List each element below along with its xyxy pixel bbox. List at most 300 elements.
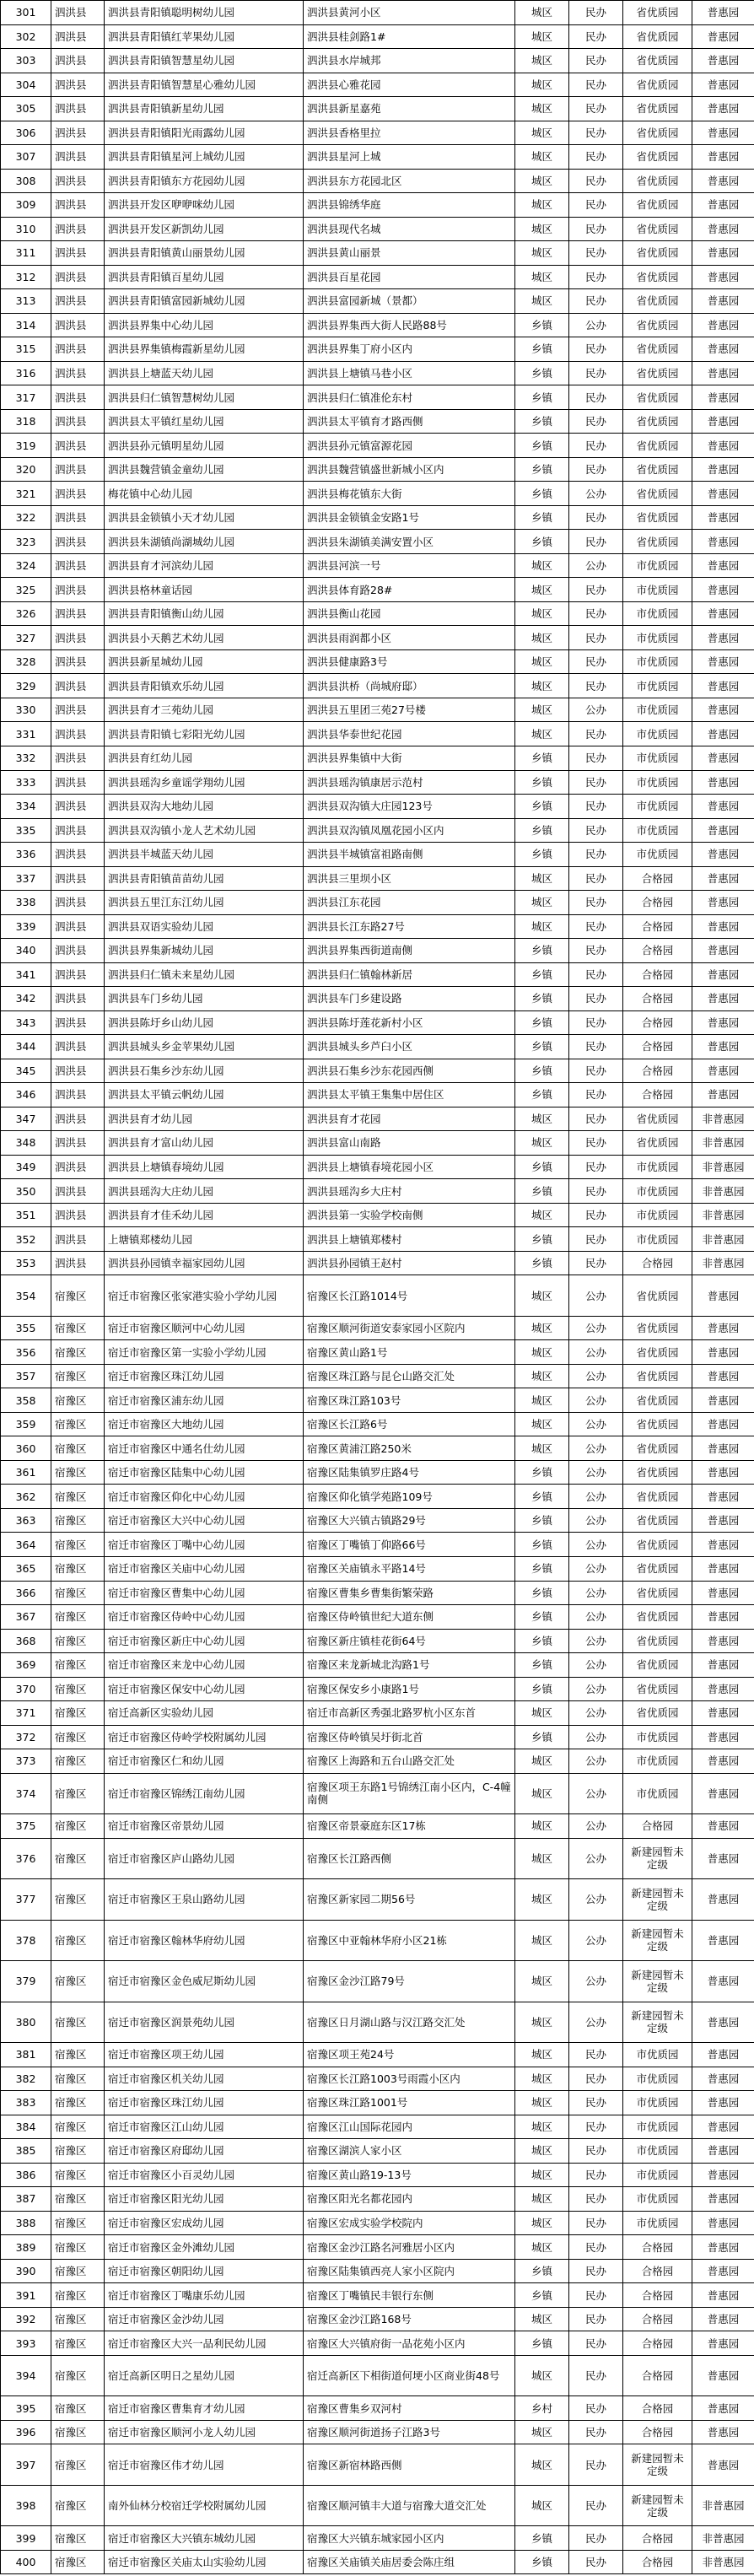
cell-name: 泗洪县半城蓝天幼儿园 [105,843,304,867]
cell-area: 乡镇 [515,1508,569,1533]
cell-index: 301 [1,1,51,25]
cell-address: 宿豫区黄山路19-13号 [304,2163,515,2187]
cell-area: 乡镇 [515,1677,569,1701]
cell-type: 公办 [569,1460,623,1485]
table-row [1,241,754,266]
cell-type: 民办 [569,1059,623,1083]
table-row [1,891,754,915]
cell-category: 普惠园 [692,1275,754,1317]
cell-type: 公办 [569,1725,623,1749]
table-row [1,2091,754,2115]
cell-type: 民办 [569,2091,623,2115]
cell-index: 397 [1,2444,51,2486]
cell-county: 宿豫区 [51,2259,105,2283]
cell-address: 泗洪县第一实验学校南侧 [304,1203,515,1227]
cell-type: 民办 [569,2187,623,2212]
cell-index: 306 [1,121,51,145]
cell-area: 城区 [515,649,569,674]
cell-index: 357 [1,1364,51,1388]
table-row [1,962,754,987]
cell-address: 泗洪县梅花镇东大街 [304,482,515,506]
cell-category: 非普惠园 [692,2485,754,2526]
cell-grade: 省优质园 [623,145,692,170]
cell-index: 365 [1,1556,51,1581]
cell-name: 泗洪县小天鹅艺术幼儿园 [105,626,304,650]
cell-type: 公办 [569,1316,623,1340]
cell-grade: 市优质园 [623,2139,692,2164]
cell-type: 民办 [569,169,623,193]
cell-area: 乡镇 [515,482,569,506]
cell-name: 宿迁市宿豫区府邸幼儿园 [105,2139,304,2164]
table-row [1,2550,754,2574]
cell-area: 城区 [515,1364,569,1388]
cell-grade: 合格园 [623,1059,692,1083]
cell-address: 宿豫区金沙江路168号 [304,2307,515,2331]
cell-area: 乡镇 [515,1227,569,1252]
cell-index: 333 [1,770,51,795]
cell-address: 泗洪县现代名城 [304,217,515,241]
table-row [1,1131,754,1156]
cell-name: 宿迁高新区明日之星幼儿园 [105,2355,304,2396]
cell-area: 城区 [515,626,569,650]
table-row [1,2420,754,2444]
cell-type: 民办 [569,2043,623,2067]
cell-name: 宿迁市宿豫区新庄中心幼儿园 [105,1629,304,1653]
cell-name: 泗洪县归仁镇智慧树幼儿园 [105,385,304,410]
cell-area: 乡镇 [515,1605,569,1630]
cell-category: 普惠园 [692,626,754,650]
cell-index: 316 [1,361,51,385]
table-row [1,2259,754,2283]
cell-name: 宿迁市宿豫区江山幼儿园 [105,2115,304,2139]
cell-category: 普惠园 [692,1814,754,1839]
cell-area: 乡村 [515,2396,569,2421]
cell-index: 309 [1,193,51,218]
cell-name: 泗洪县青阳镇富园新城幼儿园 [105,289,304,314]
cell-address: 泗洪县上塘镇春境花园小区 [304,1155,515,1179]
cell-county: 泗洪县 [51,866,105,891]
cell-type: 民办 [569,265,623,289]
cell-category: 非普惠园 [692,1203,754,1227]
cell-name: 泗洪县车门乡幼儿园 [105,987,304,1011]
cell-type: 公办 [569,1436,623,1461]
cell-index: 380 [1,2002,51,2043]
cell-category: 普惠园 [692,1677,754,1701]
cell-county: 宿豫区 [51,1508,105,1533]
cell-address: 宿豫区丁嘴镇民丰银行东侧 [304,2283,515,2308]
cell-area: 城区 [515,2307,569,2331]
cell-type: 公办 [569,1701,623,1726]
cell-name: 宿迁市宿豫区王泉山路幼儿园 [105,1879,304,1921]
cell-area: 乡镇 [515,746,569,770]
cell-name: 宿迁市宿豫区仁和幼儿园 [105,1749,304,1774]
cell-type: 民办 [569,2331,623,2356]
cell-index: 391 [1,2283,51,2308]
table-row [1,1814,754,1839]
cell-county: 宿豫区 [51,1605,105,1630]
cell-area: 城区 [515,2187,569,2212]
cell-category: 普惠园 [692,1340,754,1365]
cell-address: 泗洪县朱湖镇美满安置小区 [304,530,515,554]
cell-type: 公办 [569,1677,623,1701]
cell-county: 泗洪县 [51,361,105,385]
cell-grade: 市优质园 [623,2091,692,2115]
table-row [1,1059,754,1083]
cell-name: 泗洪县青阳镇黄山丽景幼儿园 [105,241,304,266]
cell-index: 348 [1,1131,51,1156]
cell-address: 泗洪县界集西大街人民路88号 [304,313,515,337]
cell-grade: 市优质园 [623,2115,692,2139]
cell-county: 泗洪县 [51,337,105,362]
table-row [1,843,754,867]
cell-category: 普惠园 [692,49,754,73]
table-row [1,866,754,891]
cell-index: 355 [1,1316,51,1340]
cell-area: 城区 [515,1412,569,1436]
cell-type: 民办 [569,73,623,97]
cell-grade: 省优质园 [623,24,692,49]
cell-area: 乡镇 [515,1179,569,1204]
cell-type: 民办 [569,914,623,939]
table-row [1,2211,754,2235]
cell-grade: 省优质园 [623,409,692,434]
table-row [1,601,754,626]
cell-category: 非普惠园 [692,2526,754,2551]
cell-address: 泗洪县黄河小区 [304,1,515,25]
cell-name: 泗洪县开发区新凯幼儿园 [105,217,304,241]
table-row [1,1920,754,1961]
table-row [1,2307,754,2331]
cell-index: 353 [1,1251,51,1275]
cell-index: 381 [1,2043,51,2067]
cell-grade: 市优质园 [623,1155,692,1179]
table-row [1,2331,754,2356]
cell-name: 泗洪县青阳镇星河上城幼儿园 [105,145,304,170]
cell-category: 普惠园 [692,2259,754,2283]
cell-index: 371 [1,1701,51,1726]
cell-type: 民办 [569,2355,623,2396]
cell-name: 泗洪县青阳镇欢乐幼儿园 [105,674,304,698]
cell-area: 城区 [515,217,569,241]
table-row [1,2355,754,2396]
cell-name: 泗洪县青阳镇苗苗幼儿园 [105,866,304,891]
cell-name: 泗洪县青阳镇衡山幼儿园 [105,601,304,626]
cell-address: 泗洪县健康路3号 [304,649,515,674]
cell-address: 泗洪县水岸城邦 [304,49,515,73]
cell-address: 泗洪县育才花园 [304,1107,515,1131]
cell-county: 宿豫区 [51,2091,105,2115]
cell-type: 民办 [569,1010,623,1035]
cell-county: 泗洪县 [51,795,105,819]
cell-grade: 市优质园 [623,698,692,722]
cell-index: 368 [1,1629,51,1653]
cell-grade: 省优质园 [623,1508,692,1533]
cell-name: 宿迁市宿豫区珠江幼儿园 [105,1364,304,1388]
cell-name: 宿迁市宿豫区陆集中心幼儿园 [105,1460,304,1485]
cell-category: 普惠园 [692,1364,754,1388]
cell-county: 宿豫区 [51,2550,105,2574]
cell-category: 普惠园 [692,2420,754,2444]
cell-grade: 合格园 [623,2259,692,2283]
cell-index: 390 [1,2259,51,2283]
cell-type: 公办 [569,1605,623,1630]
cell-category: 普惠园 [692,866,754,891]
cell-index: 400 [1,2550,51,2574]
cell-address: 泗洪县半城镇富祖路南侧 [304,843,515,867]
cell-category: 普惠园 [692,1879,754,1921]
cell-county: 宿豫区 [51,1316,105,1340]
cell-index: 362 [1,1485,51,1509]
cell-grade: 市优质园 [623,818,692,843]
cell-name: 泗洪县青阳镇百星幼儿园 [105,265,304,289]
cell-county: 泗洪县 [51,1203,105,1227]
cell-county: 宿豫区 [51,1961,105,2002]
cell-name: 泗洪县双沟镇小龙人艺术幼儿园 [105,818,304,843]
cell-address: 泗洪县星河上城 [304,145,515,170]
cell-name: 宿迁市宿豫区大兴一品利民幼儿园 [105,2331,304,2356]
cell-county: 泗洪县 [51,193,105,218]
table-row [1,1364,754,1388]
cell-category: 普惠园 [692,1961,754,2002]
cell-county: 泗洪县 [51,73,105,97]
cell-address: 宿豫区黄浦江路250米 [304,1436,515,1461]
cell-address: 宿豫区珠江路103号 [304,1388,515,1413]
cell-index: 327 [1,626,51,650]
cell-area: 城区 [515,193,569,218]
cell-county: 宿豫区 [51,2526,105,2551]
cell-category: 普惠园 [692,2331,754,2356]
cell-grade: 合格园 [623,891,692,915]
table-row [1,1725,754,1749]
cell-county: 宿豫区 [51,2187,105,2212]
cell-grade: 省优质园 [623,337,692,362]
table-row [1,2002,754,2043]
table-row [1,385,754,410]
cell-area: 城区 [515,2043,569,2067]
cell-county: 泗洪县 [51,409,105,434]
cell-type: 民办 [569,289,623,314]
cell-category: 普惠园 [692,2139,754,2164]
table-row [1,1508,754,1533]
cell-category: 普惠园 [692,1605,754,1630]
cell-index: 358 [1,1388,51,1413]
cell-category: 普惠园 [692,505,754,530]
cell-area: 城区 [515,2211,569,2235]
cell-area: 乡镇 [515,1460,569,1485]
cell-category: 普惠园 [692,2396,754,2421]
cell-category: 普惠园 [692,1725,754,1749]
cell-name: 宿迁市宿豫区机关幼儿园 [105,2067,304,2091]
cell-name: 宿迁市宿豫区金沙幼儿园 [105,2307,304,2331]
cell-address: 泗洪县城头乡芦臼小区 [304,1035,515,1059]
cell-type: 民办 [569,505,623,530]
cell-county: 泗洪县 [51,674,105,698]
cell-type: 公办 [569,1340,623,1365]
cell-address: 泗洪县雨润都小区 [304,626,515,650]
table-row [1,2187,754,2212]
cell-category: 普惠园 [692,193,754,218]
cell-county: 宿豫区 [51,2396,105,2421]
cell-area: 乡镇 [515,1485,569,1509]
cell-index: 336 [1,843,51,867]
cell-category: 普惠园 [692,1701,754,1726]
table-row [1,361,754,385]
table-row [1,1879,754,1921]
cell-category: 普惠园 [692,843,754,867]
cell-index: 386 [1,2163,51,2187]
cell-area: 乡镇 [515,1035,569,1059]
cell-name: 泗洪县金锁镇小天才幼儿园 [105,505,304,530]
cell-name: 南外仙林分校宿迁学校附属幼儿园 [105,2485,304,2526]
cell-category: 普惠园 [692,457,754,482]
cell-area: 乡镇 [515,2331,569,2356]
cell-address: 泗洪县界集镇中大街 [304,746,515,770]
cell-address: 宿豫区新宿林路西侧 [304,2444,515,2486]
cell-grade: 新建园暂未定级 [623,2002,692,2043]
table-row [1,145,754,170]
cell-county: 泗洪县 [51,265,105,289]
table-row [1,1533,754,1557]
cell-name: 宿迁市宿豫区仰化中心幼儿园 [105,1485,304,1509]
cell-index: 385 [1,2139,51,2164]
cell-category: 普惠园 [692,722,754,746]
cell-grade: 省优质园 [623,1460,692,1485]
cell-name: 泗洪县归仁镇未来星幼儿园 [105,962,304,987]
cell-grade: 省优质园 [623,482,692,506]
cell-name: 梅花镇中心幼儿园 [105,482,304,506]
cell-type: 民办 [569,1107,623,1131]
cell-county: 泗洪县 [51,1,105,25]
cell-area: 城区 [515,866,569,891]
cell-grade: 合格园 [623,2355,692,2396]
cell-grade: 省优质园 [623,434,692,458]
cell-area: 乡镇 [515,337,569,362]
cell-area: 城区 [515,121,569,145]
table-row [1,987,754,1011]
cell-type: 民办 [569,1035,623,1059]
cell-county: 宿豫区 [51,2355,105,2396]
cell-name: 宿迁市宿豫区珠江幼儿园 [105,2091,304,2115]
cell-county: 泗洪县 [51,1227,105,1252]
cell-county: 泗洪县 [51,553,105,578]
cell-grade: 市优质园 [623,2187,692,2212]
cell-name: 宿迁市宿豫区帝景幼儿园 [105,1814,304,1839]
cell-area: 乡镇 [515,1725,569,1749]
cell-name: 宿迁市宿豫区浦东幼儿园 [105,1388,304,1413]
cell-address: 宿豫区新庄镇桂花街64号 [304,1629,515,1653]
cell-category: 普惠园 [692,1749,754,1774]
cell-area: 乡镇 [515,1533,569,1557]
cell-grade: 市优质园 [623,1773,692,1814]
cell-name: 宿迁市宿豫区丁嘴康乐幼儿园 [105,2283,304,2308]
cell-index: 352 [1,1227,51,1252]
cell-address: 宿豫区帝景豪庭东区17栋 [304,1814,515,1839]
cell-grade: 市优质园 [623,601,692,626]
cell-category: 普惠园 [692,987,754,1011]
cell-grade: 市优质园 [623,626,692,650]
cell-grade: 市优质园 [623,2067,692,2091]
cell-address: 宿豫区日月湖山路与汉江路交汇处 [304,2002,515,2043]
cell-county: 泗洪县 [51,482,105,506]
cell-area: 乡镇 [515,1083,569,1107]
cell-type: 民办 [569,145,623,170]
table-row [1,1485,754,1509]
table-row [1,1749,754,1774]
cell-grade: 省优质园 [623,1388,692,1413]
table-row [1,578,754,602]
table-row [1,1581,754,1605]
cell-grade: 省优质园 [623,1605,692,1630]
cell-index: 304 [1,73,51,97]
cell-name: 宿迁市宿豫区第一实验小学幼儿园 [105,1340,304,1365]
cell-type: 民办 [569,818,623,843]
cell-type: 公办 [569,1814,623,1839]
cell-address: 宿豫区黄山路1号 [304,1340,515,1365]
cell-name: 泗洪县育才河滨幼儿园 [105,553,304,578]
cell-grade: 省优质园 [623,1556,692,1581]
cell-name: 宿迁市宿豫区大兴中心幼儿园 [105,1508,304,1533]
cell-county: 宿豫区 [51,1485,105,1509]
cell-grade: 合格园 [623,2526,692,2551]
table-row [1,289,754,314]
table-row [1,1556,754,1581]
cell-address: 泗洪县江东花园 [304,891,515,915]
cell-address: 泗洪县黄山丽景 [304,241,515,266]
cell-category: 普惠园 [692,2283,754,2308]
cell-address: 泗洪县三里坝小区 [304,866,515,891]
cell-name: 泗洪县太平镇云帆幼儿园 [105,1083,304,1107]
cell-address: 泗洪县陈圩莲花新村小区 [304,1010,515,1035]
cell-category: 普惠园 [692,1629,754,1653]
cell-name: 泗洪县上塘蓝天幼儿园 [105,361,304,385]
cell-address: 宿迁高新区下相街道何埂小区商业街48号 [304,2355,515,2396]
cell-address: 泗洪县瑶沟乡大庄村 [304,1179,515,1204]
table-row [1,698,754,722]
cell-index: 369 [1,1653,51,1678]
cell-name: 宿迁市宿豫区关庙中心幼儿园 [105,1556,304,1581]
cell-address: 宿豫区长江路西侧 [304,1838,515,1879]
cell-area: 城区 [515,674,569,698]
cell-address: 泗洪县孙元镇富源花园 [304,434,515,458]
cell-grade: 合格园 [623,1010,692,1035]
cell-address: 宿豫区陆集镇罗庄路4号 [304,1460,515,1485]
table-row [1,1653,754,1678]
cell-type: 民办 [569,530,623,554]
cell-grade: 合格园 [623,2550,692,2574]
table-row [1,49,754,73]
cell-index: 313 [1,289,51,314]
cell-index: 321 [1,482,51,506]
cell-address: 宿豫区顺河镇丰大道与宿豫大道交汇处 [304,2485,515,2526]
cell-name: 宿迁市宿豫区大兴镇东城幼儿园 [105,2526,304,2551]
cell-address: 宿豫区曹集乡双河村 [304,2396,515,2421]
cell-index: 331 [1,722,51,746]
cell-address: 宿豫区侍岭镇世纪大道东侧 [304,1605,515,1630]
cell-address: 泗洪县新星嘉苑 [304,97,515,121]
cell-area: 城区 [515,914,569,939]
cell-category: 普惠园 [692,1412,754,1436]
table-row [1,24,754,49]
cell-county: 宿豫区 [51,1556,105,1581]
cell-address: 泗洪县锦绣华庭 [304,193,515,218]
cell-area: 乡镇 [515,409,569,434]
cell-type: 民办 [569,385,623,410]
cell-index: 307 [1,145,51,170]
cell-type: 民办 [569,434,623,458]
cell-type: 民办 [569,1203,623,1227]
cell-county: 泗洪县 [51,434,105,458]
cell-address: 宿豫区曹集乡曹集街繁荣路 [304,1581,515,1605]
